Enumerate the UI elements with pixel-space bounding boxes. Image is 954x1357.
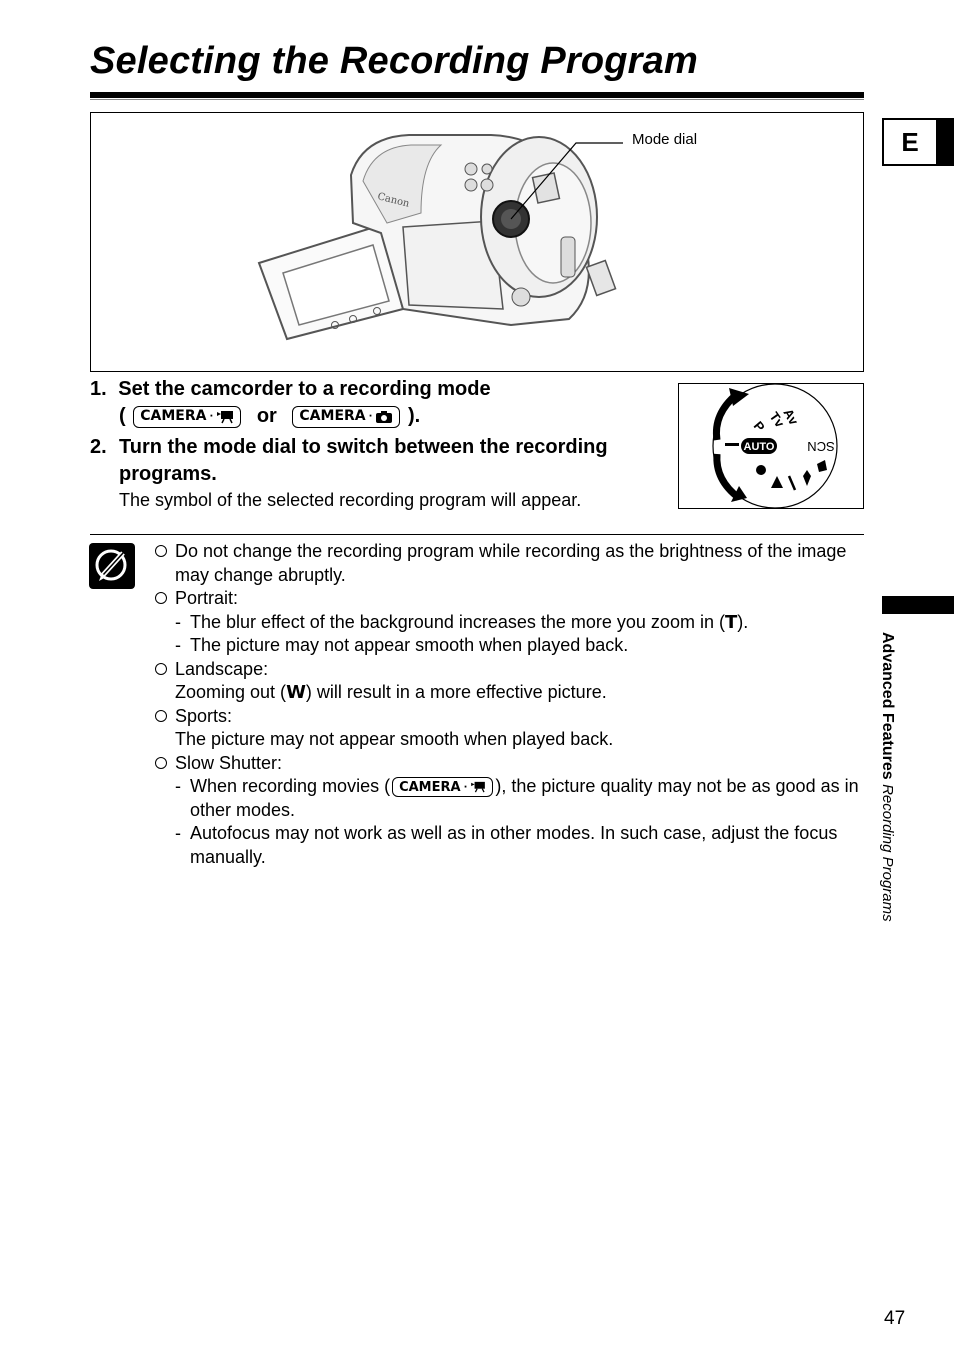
paren-open: ( (119, 405, 126, 427)
section-subtitle: Recording Programs (879, 784, 896, 922)
section-tab-bar (882, 596, 954, 614)
badge-label: CAMERA (140, 408, 207, 425)
section-title: Advanced Features (879, 632, 896, 780)
note-text: When recording movies ( (190, 776, 391, 796)
camcorder-figure (90, 112, 864, 372)
note-sports-text: The picture may not appear smooth when played back. (175, 729, 614, 749)
dial-label-p: P (750, 418, 768, 435)
notes-separator (90, 534, 864, 535)
portrait-icon (756, 465, 766, 475)
step-1-modes (119, 403, 420, 430)
note-sports-heading: Sports: (154, 705, 864, 729)
movie-camera-icon (216, 410, 234, 424)
step-2 (90, 434, 670, 488)
note-portrait-item-1 (154, 611, 864, 635)
section-label (876, 632, 898, 922)
note-portrait-item-2: - The picture may not appear smooth when played back. (154, 634, 864, 658)
note-slow-shutter-item-1 (154, 775, 864, 822)
step-1-text: Set the camcorder to a recording mode (118, 378, 491, 400)
step-1 (90, 376, 491, 403)
step-2-number: 2. (90, 436, 107, 458)
camcorder-illustration (91, 113, 863, 371)
mode-dial-diagram (678, 383, 864, 509)
title-rule (90, 92, 864, 98)
note-text: Zooming out ( (175, 682, 287, 702)
step-2-text: Turn the mode dial to switch between the recording programs. (119, 436, 608, 485)
note-text: ), the picture quality may not be as good as in other modes. (190, 776, 859, 820)
note-landscape-heading: Landscape: (154, 658, 864, 682)
or-text: or (256, 405, 277, 427)
language-tab-bar (936, 118, 954, 166)
still-camera-icon (375, 410, 393, 424)
note-landscape-text (154, 681, 864, 705)
dial-label-auto: AUTO (743, 441, 775, 453)
badge-label: CAMERA (299, 408, 366, 425)
badge-label: CAMERA (399, 779, 461, 795)
language-tab: E (882, 118, 936, 166)
movie-camera-icon (470, 781, 486, 793)
camera-movie-mode-badge: CAMERA · (133, 406, 241, 428)
brand-logo: Canon (376, 191, 411, 210)
note-text: ) will result in a more effective picture. (305, 682, 607, 702)
note-pencil-icon (89, 543, 135, 589)
paren-close: ). (408, 405, 421, 427)
camera-photo-mode-badge: CAMERA · (292, 406, 400, 428)
note-slow-shutter-heading: Slow Shutter: (154, 752, 864, 776)
wide-icon: W (286, 682, 306, 703)
note-slow-shutter-item-2: - Autofocus may not work as well as in other modes. In such case, adjust the focus manually. (154, 822, 864, 869)
notes-list (154, 540, 864, 869)
note-text: The blur effect of the background increases the more you zoom in ( (190, 611, 725, 632)
dial-label-av: Av (780, 406, 802, 428)
note-brightness: Do not change the recording program while recording as the brightness of the image may change abruptly. (154, 540, 864, 587)
step-2-detail: The symbol of the selected recording program will appear. (119, 490, 582, 510)
step-1-number: 1. (90, 378, 107, 400)
note-text: ). (737, 611, 749, 632)
dial-label-scn: SCN (807, 439, 835, 454)
note-portrait-heading: Portrait: (154, 587, 864, 611)
title-rule-shadow (90, 99, 864, 100)
dial-label-tv: Tv (766, 409, 788, 431)
page-number: 47 (884, 1308, 906, 1329)
tele-icon: T (724, 611, 738, 633)
page-title: Selecting the Recording Program (90, 40, 698, 82)
camera-movie-mode-badge: CAMERA · (392, 777, 493, 797)
mode-dial-svg (679, 384, 863, 508)
mode-dial-callout: Mode dial (632, 131, 698, 148)
